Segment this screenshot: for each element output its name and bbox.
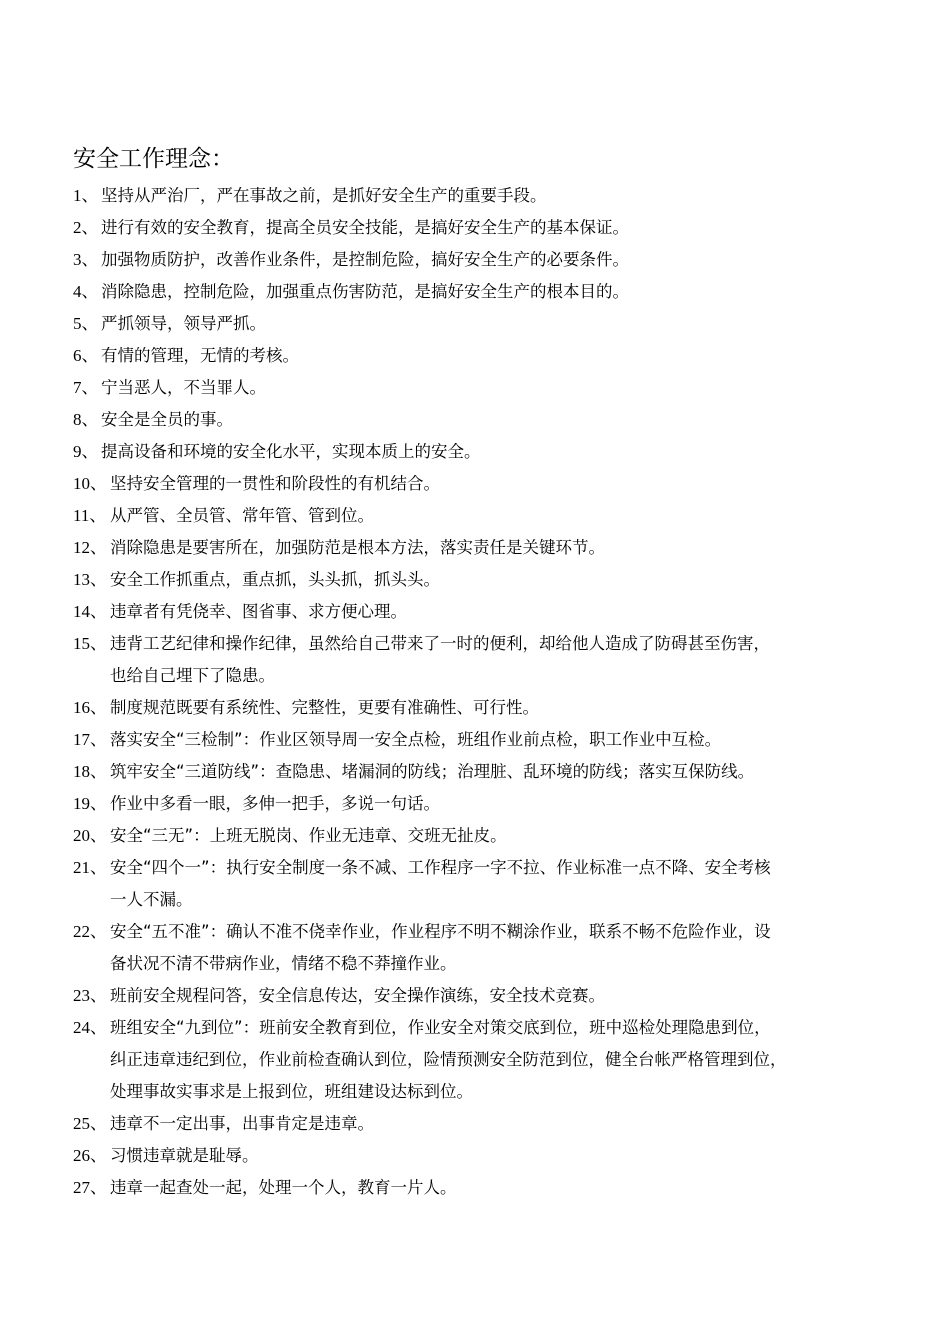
- item-number: 15、: [73, 634, 107, 653]
- item-text: [110, 692, 950, 724]
- list-item: [0, 372, 950, 404]
- list-item: [0, 276, 950, 308]
- item-text: [101, 276, 950, 308]
- item-text-line: 坚持从严治厂，严在事故之前，是抓好安全生产的重要手段。: [101, 186, 547, 205]
- item-text-line: 一人不漏。: [110, 890, 193, 909]
- item-number: 22、: [73, 922, 107, 941]
- item-text: [110, 564, 950, 596]
- item-text: [110, 532, 950, 564]
- item-text-line: 严抓领导，领导严抓。: [101, 314, 266, 333]
- item-number: 12、: [73, 538, 107, 557]
- item-number: 16、: [73, 698, 107, 717]
- item-number: 3、: [73, 250, 99, 269]
- item-text-line: 进行有效的安全教育，提高全员安全技能，是搞好安全生产的基本保证。: [101, 218, 629, 237]
- item-number: 19、: [73, 794, 107, 813]
- item-text: [101, 372, 950, 404]
- list-item: [0, 1140, 950, 1172]
- item-number: 2、: [73, 218, 99, 237]
- list-item: [0, 852, 950, 916]
- item-text: [101, 436, 950, 468]
- item-text: [110, 852, 950, 916]
- list-item: [0, 724, 950, 756]
- item-number: 26、: [73, 1146, 107, 1165]
- item-number: 24、: [73, 1018, 107, 1037]
- list-item: [0, 916, 950, 980]
- list-item: [0, 564, 950, 596]
- item-text: [101, 180, 950, 212]
- list-item: [0, 596, 950, 628]
- item-text: [110, 820, 950, 852]
- item-text-line: 班前安全规程问答，安全信息传达，安全操作演练，安全技术竞赛。: [110, 986, 605, 1005]
- item-text: [110, 980, 950, 1012]
- list-item: [0, 692, 950, 724]
- item-text: [110, 1108, 950, 1140]
- item-text: [110, 500, 950, 532]
- item-number: 23、: [73, 986, 107, 1005]
- list-item: [0, 212, 950, 244]
- item-number: 6、: [73, 346, 99, 365]
- list-item: [0, 532, 950, 564]
- item-number: 20、: [73, 826, 107, 845]
- list-item: [0, 180, 950, 212]
- item-text-line: 筑牢安全“三道防线”：查隐患、堵漏洞的防线；治理脏、乱环境的防线；落实互保防线。: [110, 762, 755, 781]
- list-item: [0, 244, 950, 276]
- list-item: [0, 1108, 950, 1140]
- item-text-line: 安全是全员的事。: [101, 410, 233, 429]
- item-text: [110, 916, 950, 980]
- item-text: [110, 596, 950, 628]
- list-item: [0, 980, 950, 1012]
- item-text-line: 违章者有凭侥幸、图省事、求方便心理。: [110, 602, 407, 621]
- item-number: 21、: [73, 858, 107, 877]
- item-text-line: 宁当恶人，不当罪人。: [101, 378, 266, 397]
- item-number: 25、: [73, 1114, 107, 1133]
- item-text: [110, 628, 950, 692]
- item-text: [110, 1172, 950, 1204]
- item-text-line: 安全“四个一”：执行安全制度一条不减、工作程序一字不拉、作业标准一点不降、安全考核: [110, 858, 771, 877]
- item-number: 1、: [73, 186, 99, 205]
- item-text-line: 制度规范既要有系统性、完整性，更要有准确性、可行性。: [110, 698, 539, 717]
- item-number: 13、: [73, 570, 107, 589]
- item-text-line: 消除隐患是要害所在，加强防范是根本方法，落实责任是关键环节。: [110, 538, 605, 557]
- item-text-line: 违章不一定出事，出事肯定是违章。: [110, 1114, 374, 1133]
- item-text-line: 备状况不清不带病作业，情绪不稳不莽撞作业。: [110, 954, 457, 973]
- item-number: 10、: [73, 474, 107, 493]
- item-text-line: 安全工作抓重点，重点抓，头头抓，抓头头。: [110, 570, 440, 589]
- item-text: [101, 308, 950, 340]
- item-text-line: 从严管、全员管、常年管、管到位。: [110, 506, 374, 525]
- item-text-line: 也给自己埋下了隐患。: [110, 666, 275, 685]
- item-number: 14、: [73, 602, 107, 621]
- item-text: [110, 1140, 950, 1172]
- principles-list: [0, 180, 950, 1204]
- item-number: 27、: [73, 1178, 107, 1197]
- list-item: [0, 308, 950, 340]
- item-text-line: 班组安全“九到位”：班前安全教育到位，作业安全对策交底到位，班中巡检处理隐患到位，: [110, 1018, 771, 1037]
- item-text: [101, 212, 950, 244]
- item-text-line: 加强物质防护，改善作业条件，是控制危险，搞好安全生产的必要条件。: [101, 250, 629, 269]
- list-item: [0, 820, 950, 852]
- item-text-line: 作业中多看一眼，多伸一把手，多说一句话。: [110, 794, 440, 813]
- item-text-line: 安全“三无”：上班无脱岗、作业无违章、交班无扯皮。: [110, 826, 507, 845]
- item-text-line: 违章一起查处一起，处理一个人，教育一片人。: [110, 1178, 457, 1197]
- item-number: 4、: [73, 282, 99, 301]
- list-item: [0, 404, 950, 436]
- item-text-line: 有情的管理，无情的考核。: [101, 346, 299, 365]
- item-text-line: 纠正违章违纪到位，作业前检查确认到位，险情预测安全防范到位，健全台帐严格管理到位，: [110, 1050, 787, 1069]
- item-text-line: 提高设备和环境的安全化水平，实现本质上的安全。: [101, 442, 481, 461]
- list-item: [0, 436, 950, 468]
- list-item: [0, 1012, 950, 1108]
- item-text: [110, 724, 950, 756]
- item-text-line: 安全“五不准”：确认不准不侥幸作业，作业程序不明不糊涂作业，联系不畅不危险作业，设: [110, 922, 771, 941]
- item-number: 8、: [73, 410, 99, 429]
- item-text-line: 处理事故实事求是上报到位，班组建设达标到位。: [110, 1082, 473, 1101]
- list-item: [0, 1172, 950, 1204]
- list-item: [0, 628, 950, 692]
- item-number: 11、: [73, 506, 107, 525]
- item-text: [101, 340, 950, 372]
- item-text: [110, 1012, 950, 1108]
- item-text-line: 坚持安全管理的一贯性和阶段性的有机结合。: [110, 474, 440, 493]
- page-title: 安全工作理念：: [73, 146, 234, 172]
- item-text: [101, 404, 950, 436]
- list-item: [0, 500, 950, 532]
- list-item: [0, 340, 950, 372]
- item-number: 18、: [73, 762, 107, 781]
- item-number: 5、: [73, 314, 99, 333]
- item-text-line: 消除隐患，控制危险，加强重点伤害防范，是搞好安全生产的根本目的。: [101, 282, 629, 301]
- item-text: [110, 468, 950, 500]
- item-text-line: 违背工艺纪律和操作纪律，虽然给自己带来了一时的便利，却给他人造成了防碍甚至伤害，: [110, 634, 770, 653]
- item-number: 17、: [73, 730, 107, 749]
- list-item: [0, 468, 950, 500]
- item-text-line: 落实安全“三检制”：作业区领导周一安全点检，班组作业前点检，职工作业中互检。: [110, 730, 722, 749]
- item-text: [110, 756, 950, 788]
- item-text: [110, 788, 950, 820]
- list-item: [0, 788, 950, 820]
- item-number: 7、: [73, 378, 99, 397]
- item-text: [101, 244, 950, 276]
- item-text-line: 习惯违章就是耻辱。: [110, 1146, 259, 1165]
- item-number: 9、: [73, 442, 99, 461]
- list-item: [0, 756, 950, 788]
